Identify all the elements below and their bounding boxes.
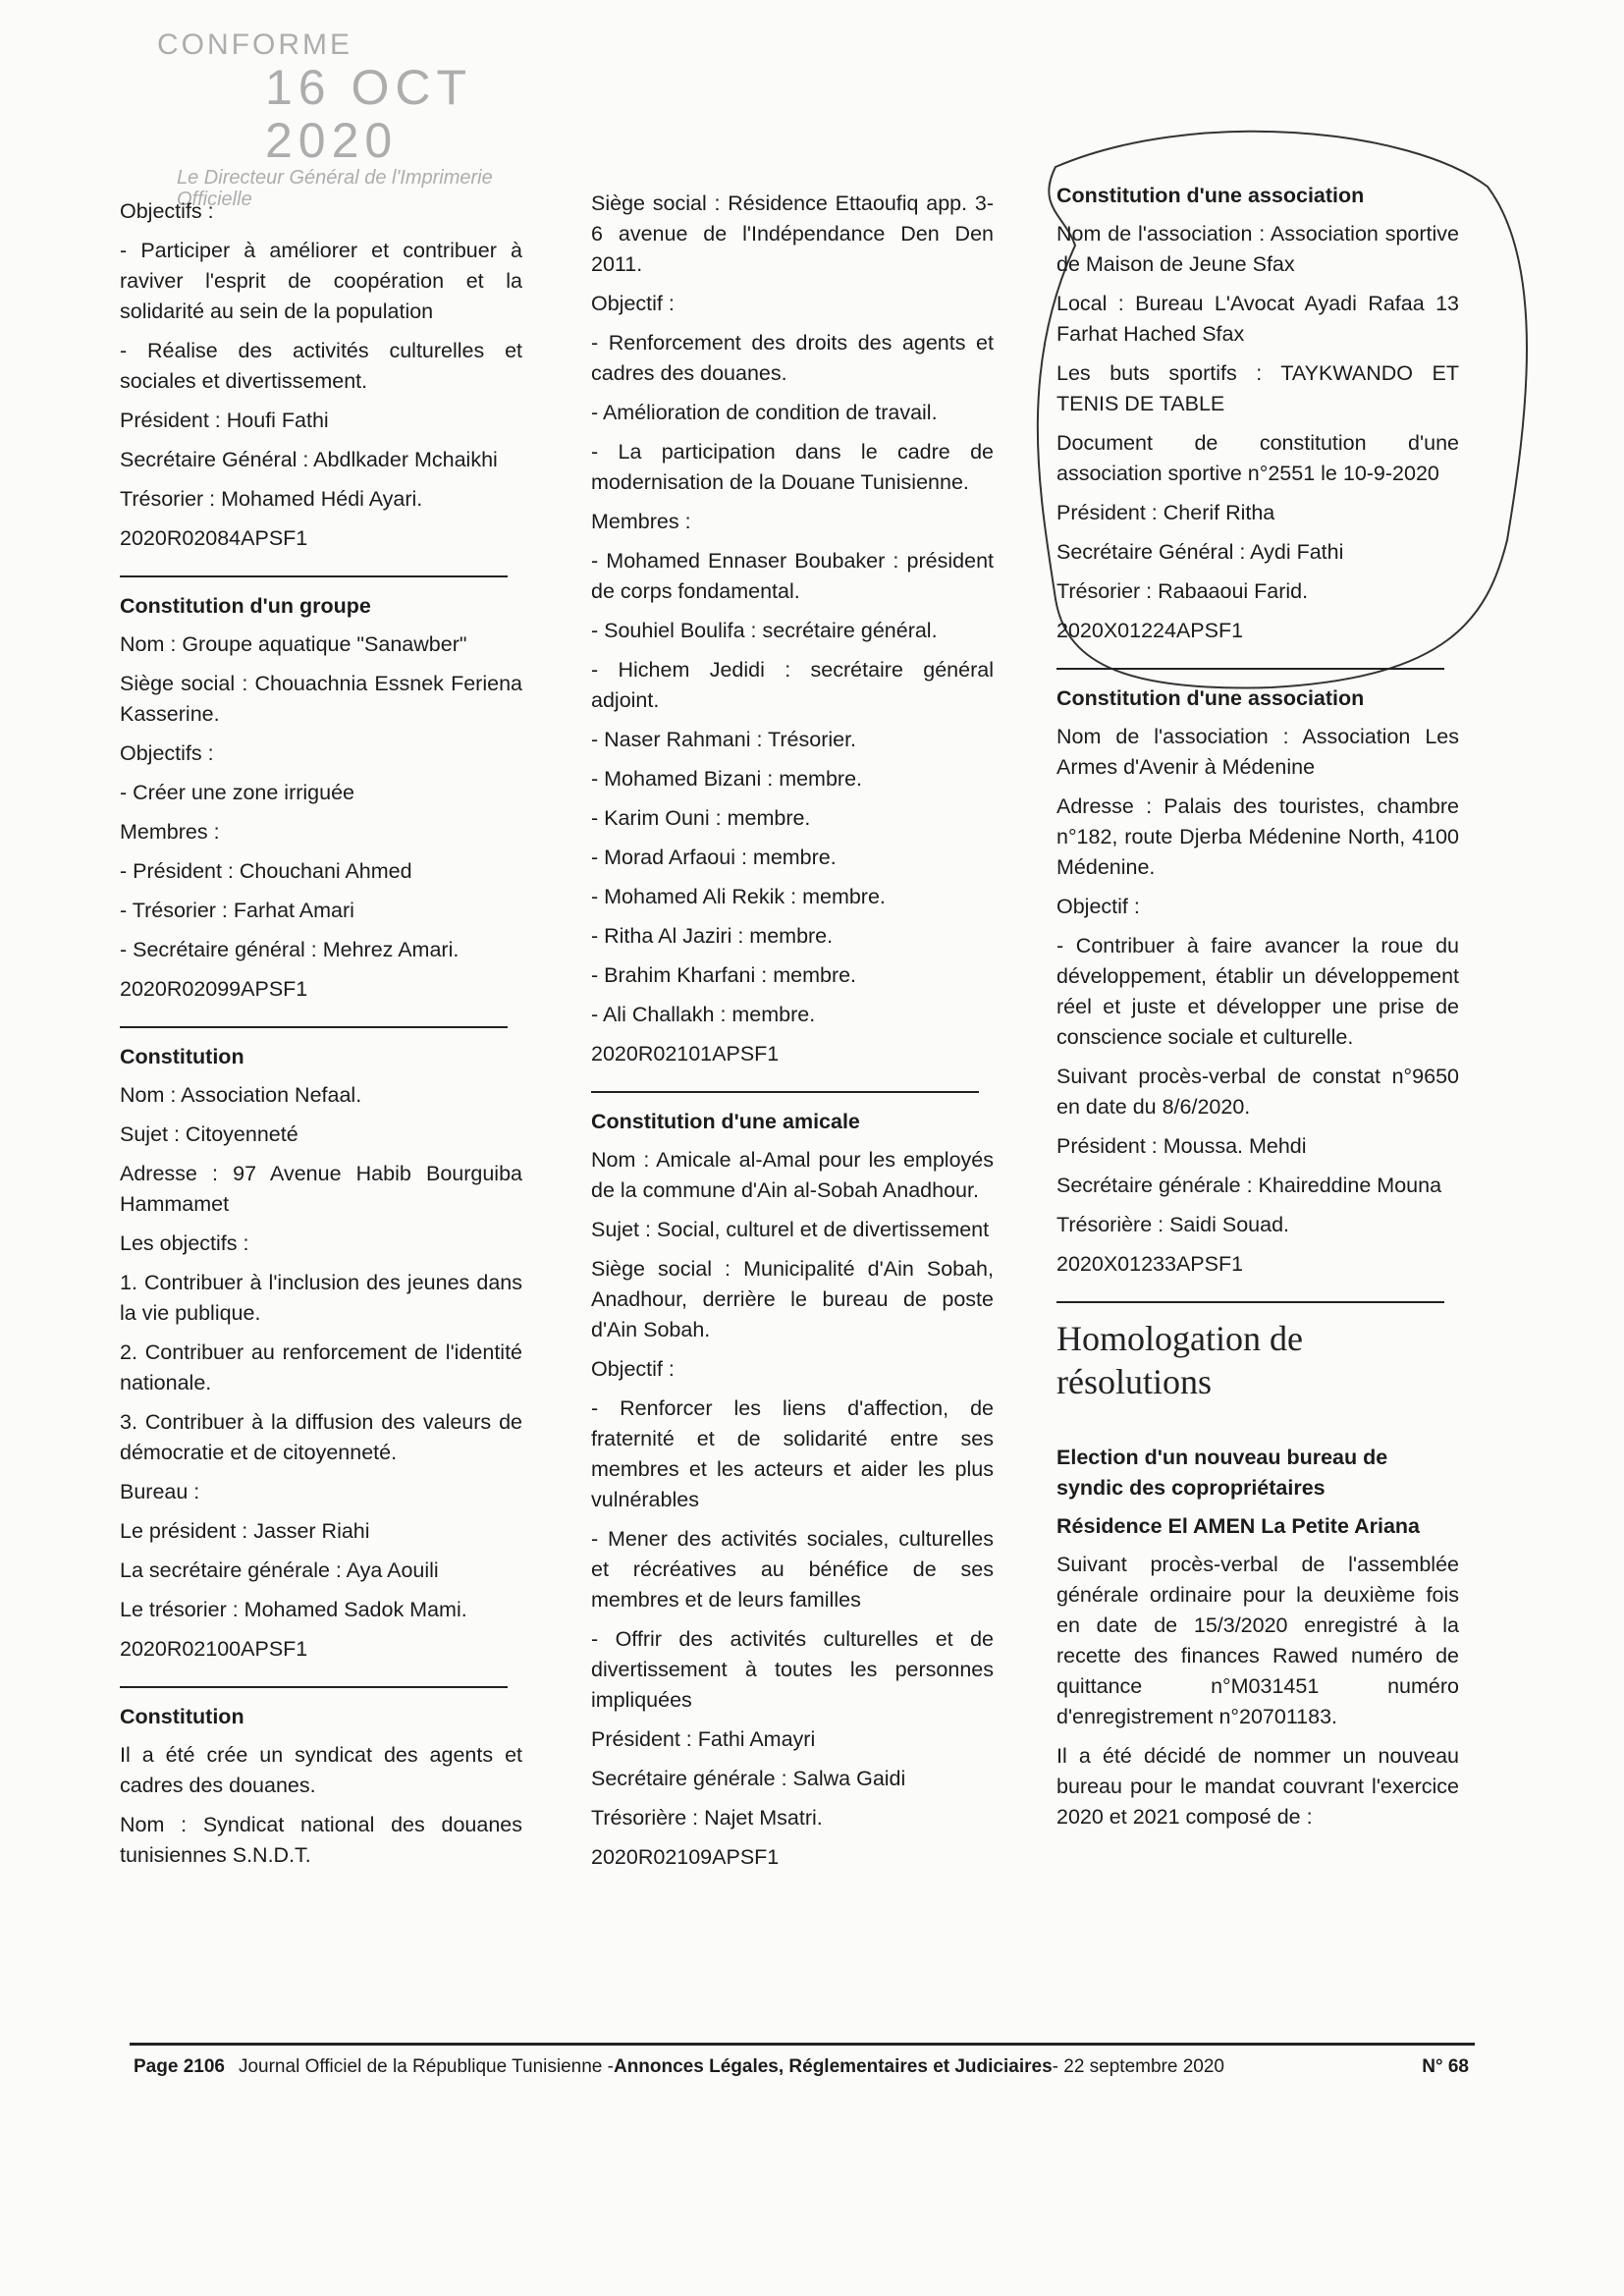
paragraph: Il a été décidé de nommer un nouveau bureau pour le mandat couvrant l'exercice 2020 et 2021 composé de : bbox=[1056, 1744, 1459, 1829]
paragraph: Secrétaire générale : Salwa Gaidi bbox=[591, 1767, 906, 1790]
category-title: Homologation de résolutions bbox=[1056, 1319, 1303, 1401]
section-divider bbox=[1056, 668, 1444, 670]
paragraph: 2020R02109APSF1 bbox=[591, 1845, 780, 1869]
paragraph: Objectifs : bbox=[120, 199, 214, 223]
paragraph: - Créer une zone irriguée bbox=[120, 781, 355, 804]
paragraph: - Mohamed Ali Rekik : membre. bbox=[591, 885, 886, 908]
paragraph: - Karim Ouni : membre. bbox=[591, 806, 811, 830]
paragraph: Président : Houfi Fathi bbox=[120, 409, 329, 432]
paragraph: Sujet : Social, culturel et de divertissement bbox=[591, 1218, 990, 1241]
stamp-date: 16 OCT 2020 bbox=[265, 60, 472, 168]
paragraph: - Morad Arfaoui : membre. bbox=[591, 846, 837, 869]
paragraph: 2020X01224APSF1 bbox=[1056, 619, 1244, 642]
paragraph: - Trésorier : Farhat Amari bbox=[120, 899, 354, 922]
section-divider bbox=[120, 1026, 508, 1028]
paragraph: Nom : Amicale al-Amal pour les employés de la commune d'Ain al-Sobah Anadhour. bbox=[591, 1148, 994, 1202]
paragraph: Nom : Syndicat national des douanes tunisiennes S.N.D.T. bbox=[120, 1813, 522, 1867]
journal-name: Journal Officiel de la République Tunisienne - bbox=[238, 2056, 614, 2077]
paragraph: Bureau : bbox=[120, 1480, 200, 1503]
paragraph: Sujet : Citoyenneté bbox=[120, 1122, 298, 1146]
paragraph: Il a été crée un syndicat des agents et cadres des douanes. bbox=[120, 1743, 522, 1797]
paragraph: Nom : Groupe aquatique "Sanawber" bbox=[120, 632, 467, 656]
journal-section: Annonces Légales, Réglementaires et Judiciaires bbox=[613, 2056, 1053, 2077]
paragraph: - Renforcement des droits des agents et cadres des douanes. bbox=[591, 331, 994, 385]
paragraph: 2020X01233APSF1 bbox=[1056, 1252, 1244, 1276]
paragraph: - Contribuer à faire avancer la roue du développement, établir un développement réel et juste et développer une prise de conscience sociale et culturelle. bbox=[1056, 934, 1459, 1049]
paragraph: Nom de l'association : Association sportive de Maison de Jeune Sfax bbox=[1056, 222, 1459, 276]
paragraph: 2020R02084APSF1 bbox=[120, 526, 308, 550]
paragraph: Nom : Association Nefaal. bbox=[120, 1083, 362, 1107]
paragraph: Objectif : bbox=[591, 1357, 675, 1381]
paragraph: Trésorière : Najet Msatri. bbox=[591, 1806, 823, 1830]
paragraph: Président : Cherif Ritha bbox=[1056, 501, 1275, 524]
paragraph: Les objectifs : bbox=[120, 1231, 249, 1255]
paragraph: Siège social : Municipalité d'Ain Sobah, Anadhour, derrière le bureau de poste d'Ain Sobah. bbox=[591, 1257, 994, 1341]
paragraph: - Secrétaire général : Mehrez Amari. bbox=[120, 938, 460, 961]
paragraph: - Amélioration de condition de travail. bbox=[591, 401, 938, 424]
paragraph: Suivant procès-verbal de l'assemblée générale ordinaire pour la deuxième fois en date de 15/3/2020 enregistré à la recette des finances Rawed numéro de quittance n°M031451 numéro d'enregistrement n°20701183. bbox=[1056, 1553, 1459, 1728]
section-heading: Constitution d'une association bbox=[1056, 184, 1365, 207]
section-heading: Constitution bbox=[120, 1705, 244, 1728]
section-heading: Constitution d'une association bbox=[1056, 686, 1365, 710]
paragraph: Les buts sportifs : TAYKWANDO ET TENIS DE TABLE bbox=[1056, 361, 1459, 415]
paragraph: - La participation dans le cadre de modernisation de la Douane Tunisienne. bbox=[591, 440, 994, 494]
paragraph: Siège social : Résidence Ettaoufiq app. 3-6 avenue de l'Indépendance Den Den 2011. bbox=[591, 191, 994, 276]
paragraph: Le trésorier : Mohamed Sadok Mami. bbox=[120, 1598, 467, 1621]
section-divider bbox=[591, 1091, 979, 1093]
paragraph: La secrétaire générale : Aya Aouili bbox=[120, 1558, 439, 1582]
paragraph: Membres : bbox=[591, 510, 691, 533]
section-divider bbox=[120, 575, 508, 577]
paragraph: Document de constitution d'une association sportive n°2551 le 10-9-2020 bbox=[1056, 431, 1459, 485]
page-footer bbox=[134, 2056, 1469, 2078]
paragraph: Président : Moussa. Mehdi bbox=[1056, 1134, 1307, 1158]
paragraph: - Président : Chouchani Ahmed bbox=[120, 859, 412, 883]
paragraph: 2020R02100APSF1 bbox=[120, 1637, 308, 1661]
paragraph: Objectifs : bbox=[120, 741, 214, 765]
section-heading: Constitution d'un groupe bbox=[120, 594, 371, 618]
paragraph: Objectif : bbox=[591, 292, 675, 315]
paragraph: Secrétaire Général : Abdlkader Mchaikhi bbox=[120, 448, 498, 471]
paragraph: Trésorier : Rabaaoui Farid. bbox=[1056, 579, 1309, 603]
paragraph: 3. Contribuer à la diffusion des valeurs de démocratie et de citoyenneté. bbox=[120, 1410, 522, 1464]
section-heading: Election d'un nouveau bureau de syndic des copropriétaires bbox=[1056, 1446, 1388, 1500]
issue-number: N° 68 bbox=[1422, 2056, 1469, 2077]
paragraph: Adresse : Palais des touristes, chambre n°182, route Djerba Médenine North, 4100 Médenine. bbox=[1056, 794, 1459, 879]
paragraph: 2020R02101APSF1 bbox=[591, 1042, 780, 1066]
paragraph: 2. Contribuer au renforcement de l'identité nationale. bbox=[120, 1340, 522, 1394]
paragraph: Local : Bureau L'Avocat Ayadi Rafaa 13 Farhat Hached Sfax bbox=[1056, 292, 1459, 346]
paragraph: - Réalise des activités culturelles et sociales et divertissement. bbox=[120, 339, 522, 393]
stamp-line3: Le Directeur Général de l'Imprimerie Officielle bbox=[177, 167, 493, 210]
footer-divider bbox=[130, 2043, 1475, 2046]
page-number: Page 2106 bbox=[134, 2056, 225, 2077]
section-divider bbox=[120, 1686, 508, 1688]
paragraph: Nom de l'association : Association Les Armes d'Avenir à Médenine bbox=[1056, 725, 1459, 779]
paragraph: - Renforcer les liens d'affection, de fraternité et de solidarité entre ses membres et les acteurs et aider les plus vulnérables bbox=[591, 1396, 994, 1511]
paragraph: - Mohamed Bizani : membre. bbox=[591, 767, 863, 791]
column-2 bbox=[591, 189, 994, 1882]
paragraph: 1. Contribuer à l'inclusion des jeunes dans la vie publique. bbox=[120, 1271, 522, 1325]
paragraph: Trésorière : Saidi Souad. bbox=[1056, 1213, 1290, 1236]
paragraph: - Offrir des activités culturelles et de divertissement à toutes les personnes impliquées bbox=[591, 1627, 994, 1712]
paragraph: Adresse : 97 Avenue Habib Bourguiba Hammamet bbox=[120, 1162, 522, 1216]
paragraph: Membres : bbox=[120, 820, 220, 844]
section-divider bbox=[1056, 1301, 1444, 1303]
paragraph: - Mener des activités sociales, culturelles et récréatives au bénéfice de ses membres et de leurs familles bbox=[591, 1527, 994, 1612]
paragraph: - Brahim Kharfani : membre. bbox=[591, 963, 857, 987]
certification-stamp bbox=[157, 29, 569, 210]
column-3 bbox=[1056, 181, 1459, 1841]
section-heading: Résidence El AMEN La Petite Ariana bbox=[1056, 1514, 1420, 1538]
section-heading: Constitution d'une amicale bbox=[591, 1110, 860, 1133]
paragraph: Trésorier : Mohamed Hédi Ayari. bbox=[120, 487, 423, 511]
paragraph: - Ritha Al Jaziri : membre. bbox=[591, 924, 834, 948]
paragraph: Suivant procès-verbal de constat n°9650 en date du 8/6/2020. bbox=[1056, 1065, 1459, 1119]
paragraph: - Souhiel Boulifa : secrétaire général. bbox=[591, 619, 938, 642]
paragraph: - Naser Rahmani : Trésorier. bbox=[591, 728, 857, 751]
paragraph: - Hichem Jedidi : secrétaire général adjoint. bbox=[591, 658, 994, 712]
section-heading: Constitution bbox=[120, 1045, 244, 1068]
stamp-line1: CONFORME bbox=[157, 28, 352, 61]
paragraph: Objectif : bbox=[1056, 895, 1140, 918]
paragraph: Président : Fathi Amayri bbox=[591, 1727, 816, 1751]
paragraph: 2020R02099APSF1 bbox=[120, 977, 308, 1001]
paragraph: - Ali Challakh : membre. bbox=[591, 1003, 816, 1026]
paragraph: Secrétaire Général : Aydi Fathi bbox=[1056, 540, 1344, 564]
paragraph: Secrétaire générale : Khaireddine Mouna bbox=[1056, 1174, 1442, 1197]
issue-date: - 22 septembre 2020 bbox=[1052, 2056, 1224, 2077]
column-1 bbox=[120, 196, 522, 1880]
paragraph: - Mohamed Ennaser Boubaker : président de corps fondamental. bbox=[591, 549, 994, 603]
paragraph: - Participer à améliorer et contribuer à raviver l'esprit de coopération et la solidarité au sein de la population bbox=[120, 239, 522, 323]
paragraph: Siège social : Chouachnia Essnek Feriena Kasserine. bbox=[120, 672, 522, 726]
paragraph: Le président : Jasser Riahi bbox=[120, 1519, 370, 1543]
